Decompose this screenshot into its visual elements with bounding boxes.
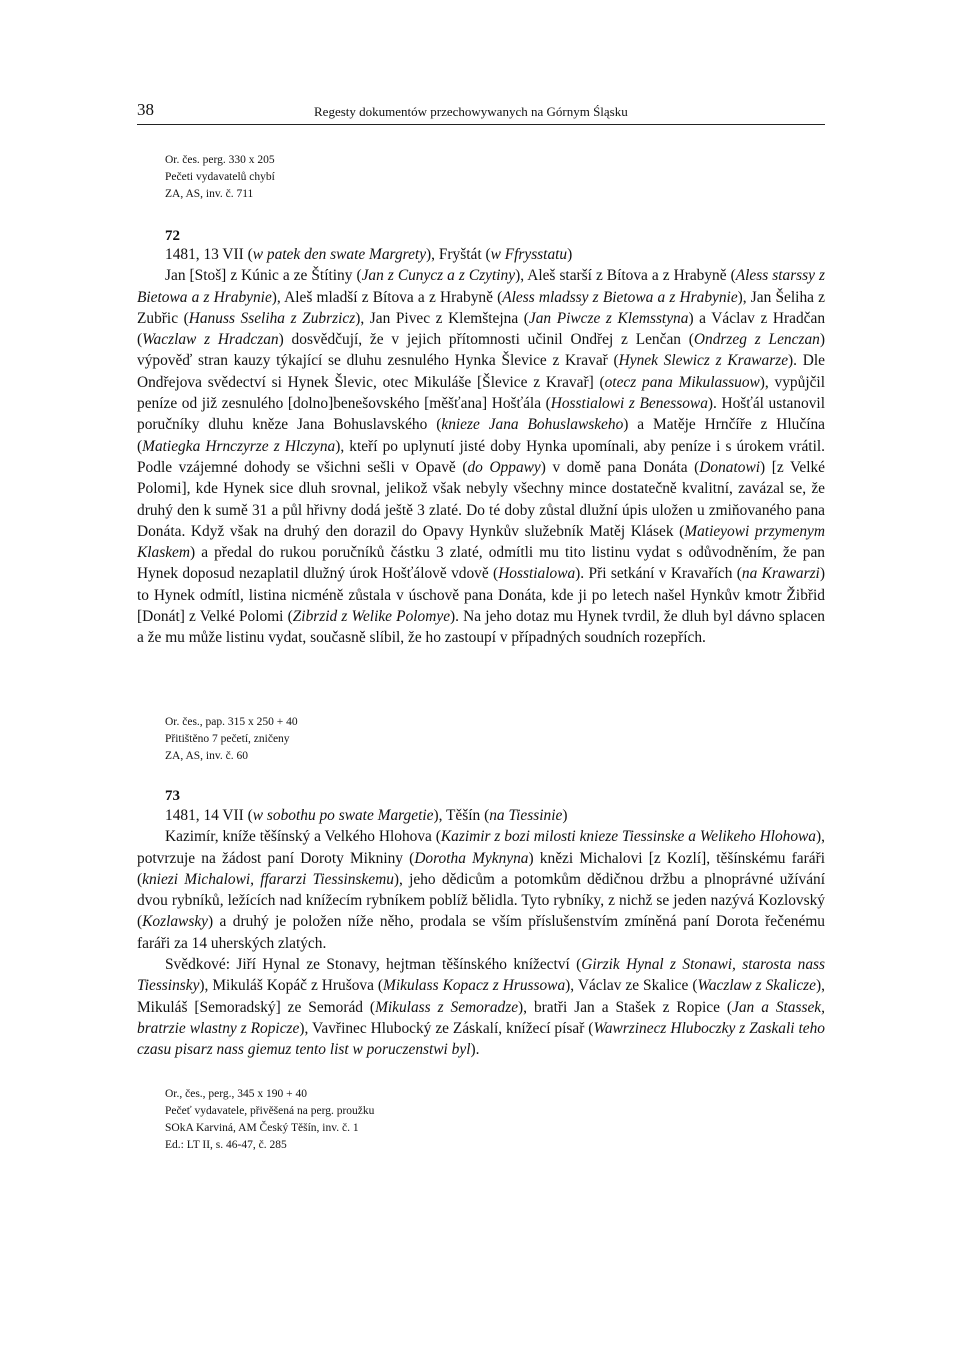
regest-text: ). Při setkání v Kravařích (: [575, 565, 742, 583]
original-quote: w patek den swate Margrety: [252, 246, 427, 263]
note-line: ZA, AS, inv. č. 60: [165, 750, 248, 762]
top-archival-notes: [165, 152, 275, 203]
regest-text: ): [567, 246, 573, 263]
note-line: Or. čes., pap. 315 x 250 + 40: [165, 716, 298, 728]
regest-text: ) a druhý je položen níže něho, prodala se vším příslušenstvím zmíněná paní Dorota řečenému faráři za 14 uherských zlatých.: [137, 913, 825, 952]
regest-text: ), Jan Šeliha z Zubřic (: [137, 288, 825, 327]
regest-text: ) a předal do rukou poručníků částku 3 zlaté, odmítli mu tito listinu vydat s odůvodněním, že pan Hynek doposud nezaplatil dlužný úrok Hošťálově vdově (: [137, 544, 825, 583]
regest-text: ), bratři Jan a Stašek z Ropice (: [518, 998, 733, 1016]
regest-text: ): [562, 807, 568, 824]
original-quote: Jan Piwcze z Klemsstyna: [528, 309, 689, 327]
entry-number: 73: [165, 788, 180, 804]
original-quote: Mikulass Kopacz z Hrussowa: [383, 977, 566, 995]
regest-text: 1481, 13 VII (: [165, 246, 253, 263]
regest-text: ), Fryštát (: [426, 246, 491, 263]
entry-73-notes: [165, 1086, 374, 1154]
regest-text: ) [z Velké Polomi], kde Hynek sice dluh srovnal, jelikož však nebyly všechny mince dostatečně kvalitní, zavázal se, že druhý den k sumě 31 a půl hřivny dodá ještě 3 zlaté. Do té doby zůstal dlužní úpis uložen u zmiňovaného pana Donáta. Když však na druhý den dorazil do Opavy Hynkův služebník Matěj Klásek (: [137, 458, 826, 540]
running-title: Regesty dokumentów przechowywanych na Górnym Śląsku: [314, 104, 628, 119]
original-quote: Girzik Hynal z Stonawi, starosta nass Tiessinsky: [137, 956, 825, 995]
entry-dateline: [137, 805, 825, 826]
original-quote: Waczlaw z Skalicze: [697, 977, 816, 995]
regest-text: Kazimír, kníže těšínský a Velkého Hlohova (: [165, 828, 441, 846]
original-quote: Matieyowi przymenym Klaskem: [137, 522, 825, 562]
original-quote: do Oppawy: [467, 458, 541, 476]
original-quote: kniezi Michalowi, ffararzi Tiessinskemu: [142, 870, 394, 888]
regest-text: ) a Matěje Hrnčíře z Hlučína (: [137, 416, 825, 455]
entry-number: 72: [165, 228, 180, 244]
regest-text: ), Václav ze Skalice (: [565, 977, 698, 995]
regest-text: ), potvrzuje na žádost paní Doroty Mikniny (: [137, 828, 825, 867]
regest-text: ) a Václav z Hradčan (: [137, 309, 826, 349]
original-quote: Dorotha Myknyna: [414, 849, 529, 867]
page-number: 38: [137, 100, 154, 119]
original-quote: Hynek Slewicz z Krawarze: [618, 352, 789, 370]
regest-text: ), Těšín (: [433, 807, 490, 824]
original-quote: Mikulass z Semoradze: [375, 998, 519, 1016]
entry-72-text: [137, 244, 825, 649]
regest-text: ), vypůjčil peníze od již zesnulého [dolno]benešovského [měšťana] Hošťála (: [137, 373, 825, 413]
original-quote: Zibrzid z Welike Polomye: [292, 608, 451, 626]
original-quote: w Ffrysstatu: [490, 246, 568, 263]
entry-witnesses: [137, 954, 825, 1060]
original-quote: Ondrzeg z Lenczan: [693, 331, 820, 349]
original-quote: Hosstialowa: [498, 565, 576, 583]
regest-text: ) knězi Michalovi [z Kozlí], těšínskému faráři (: [137, 849, 825, 888]
original-quote: na Tiessinie: [489, 807, 563, 824]
note-line: ZA, AS, inv. č. 711: [165, 188, 254, 200]
regest-text: ). Na jeho dotaz mu Hynek tvrdil, že dluh byl dávno splacen a že mu může listinu vydat, současně slíbil, že ho zastoupí v případných soudních rozepřích.: [137, 608, 825, 647]
entry-regest: [137, 265, 825, 648]
regest-text: ).: [470, 1041, 480, 1059]
note-line: Pečeti vydavatelů chybí: [165, 171, 275, 183]
regest-text: ), kteří po uplynutí jisté doby Hynka upomínali, aby peníze i s úrokem vrátil. Podle vzájemné dohody se všichni sešli v Opavě (: [137, 437, 825, 476]
regest-text: ). Dle Ondřejova svědectví si Hynek Šlevic, otec Mikuláše [Šlevice z Kravař] (: [137, 352, 825, 391]
entry-72-notes: [165, 714, 298, 765]
original-quote: otecz pana Mikulassuow: [604, 373, 760, 391]
page-header: [137, 102, 825, 125]
regest-text: Svědkové: Jiří Hynal ze Stonavy, hejtman těšínského knížectví (: [165, 956, 582, 974]
original-quote: knieze Jana Bohuslawskeho: [441, 416, 624, 434]
regest-text: ), Aleš mladší z Bítova a z Hrabyně (: [271, 288, 503, 306]
original-quote: Hosstialowi z Benessowa: [550, 395, 708, 413]
original-quote: Kozlawsky: [142, 913, 208, 931]
original-quote: Waczlaw z Hradczan: [142, 331, 279, 349]
original-quote: Jan z Cunycz a z Czytiny: [361, 267, 516, 285]
regest-text: ), Vavřinec Hlubocký ze Záskalí, knížecí písař (: [299, 1019, 594, 1037]
regest-text: Jan [Stoš] z Kúnic a ze Štítiny (: [165, 267, 362, 285]
regest-text: 1481, 14 VII (: [165, 807, 253, 824]
original-quote: na Krawarzi: [741, 565, 820, 583]
original-quote: Kazimir z bozi milosti knieze Tiessinske a Welikeho Hlohowa: [440, 828, 817, 846]
note-line: Or. čes. perg. 330 x 205: [165, 154, 275, 166]
original-quote: Wawrzinecz Hluboczky z Zaskali teho czasu pisarz nass giemuz tento list w poruczenstwi byl: [137, 1019, 825, 1059]
regest-text: ), jeho dědicům a potomkům dědičnou držbu a plnoprávné užívání dvou rybníků, ležících nad knížecím rybníkem poblíž bělidla. Tyto rybníky, z nichž se jeden nazývá Kozlovský (: [137, 870, 825, 931]
regest-text: ), Aleš starší z Bítova a z Hrabyně (: [515, 267, 736, 285]
original-quote: Jan a Stassek, bratrzie wlastny z Ropicze: [137, 998, 825, 1037]
regest-text: ), Mikuláš Kopáč z Hrušova (: [199, 977, 384, 995]
original-quote: w sobothu po swate Margetie: [252, 807, 434, 824]
regest-text: ) výpověď stran kauzy týkající se dluhu zesnulého Hynka Šlevice z Kravař (: [137, 331, 825, 370]
regest-text: ), Mikuláš [Semoradský] ze Semorád (: [137, 977, 825, 1016]
note-line: SOkA Karviná, AM Český Těšín, inv. č. 1: [165, 1122, 359, 1134]
regest-text: ) dosvědčují, že v jejich přítomnosti učinil Ondřej z Lenčan (: [278, 331, 694, 349]
regest-text: ) v domě pana Donáta (: [540, 458, 700, 476]
regest-text: ) to Hynek odmítl, listina nicméně zůstala v úschově pana Donáta, kde ji po letech našel Hynkův kmotr Žibřid [Donát] z Velké Polomi (: [137, 565, 825, 626]
note-line: Or., čes., perg., 345 x 190 + 40: [165, 1088, 308, 1100]
original-quote: Matiegka Hrnczyrze z Hlczyna: [142, 437, 336, 455]
original-quote: Aless starssy z Bietowa a z Hrabynie: [137, 267, 826, 306]
entry-dateline: [137, 244, 825, 265]
entry-regest: [137, 826, 825, 954]
regest-text: ), Jan Pivec z Klemštejna (: [355, 309, 529, 327]
note-line: Přitištěno 7 pečetí, zničeny: [165, 733, 290, 745]
note-line: Ed.: LT II, s. 46-47, č. 285: [165, 1139, 287, 1151]
original-quote: Donatowi: [699, 458, 760, 476]
entry-73-text: [137, 805, 825, 1061]
note-line: Pečeť vydavatele, přivěšená na perg. proužku: [165, 1105, 375, 1117]
original-quote: Aless mladssy z Bietowa a z Hrabynie: [502, 288, 738, 306]
original-quote: Hanuss Sseliha z Zubrzicz: [188, 309, 356, 327]
regest-text: ). Hošťál ustanovil poručníky dluhu kněze Jana Bohuslavského (: [137, 395, 825, 434]
